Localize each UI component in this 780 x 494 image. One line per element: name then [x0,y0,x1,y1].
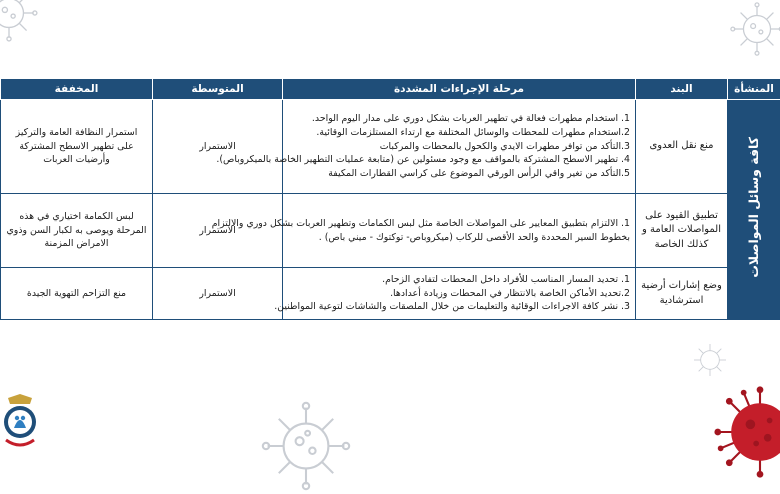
header-sector: المنشأة [728,79,780,100]
action-line: 3. نشر كافة الاجراءات الوقائية والتعليمات من خلال الملصقات والشاشات لتوعية المواطنين. [288,300,630,314]
strict-cell [283,268,636,320]
header-medium: المتوسطة [153,79,283,100]
sector-cell [728,100,780,320]
action-line: 5.التأكد من تغير واقي الرأس الورقي الموضوع على كراسي القطارات المكيفة [288,167,630,181]
relaxed-cell: استمرار النظافة العامة والتركيز على تطهير الاسطح المشتركة وأرضيات العربات [1,100,153,194]
action-line: 3.التأكد من توافر مطهرات الايدي والكحول بالمحطات والمركبات [288,140,630,154]
medium-cell: الاستمرار [153,100,283,194]
medium-cell: الاستمرار [153,194,283,268]
item-cell: منع نقل العدوى [636,100,728,194]
table-header-row [1,79,780,100]
virus-icon [690,340,730,380]
header-item: البند [636,79,728,100]
medium-cell: الاستمرار [153,268,283,320]
strict-cell [283,194,636,268]
header-relaxed: المخففة [1,79,153,100]
action-line: 4. تطهير الاسطح المشتركة بالمواقف مع وجود مسئولين عن (متابعة عمليات التطهير الخاصة بالميكروباص). [288,153,630,167]
item-cell: تطبيق القيود على المواصلات العامة و كذلك الخاصة [636,194,728,268]
action-line: 2.استخدام مطهرات للمحطات والوسائل المختلفة مع ارتداء المستلزمات الوقائية. [288,126,630,140]
item-cell: وضع إشارات أرضية استرشادية [636,268,728,320]
relaxed-cell: لبس الكمامة اختياري في هذه المرحلة ويوصى به لكبار السن وذوي الامراض المزمنة [1,194,153,268]
action-line: 1. استخدام مطهرات فعالة في تطهير العربات بشكل دوري على مدار اليوم الواحد. [288,112,630,126]
action-line: 2.تحديد الأماكن الخاصة بالانتظار في المحطات وزيادة أعدادها. [288,287,630,301]
table-row [1,268,780,320]
virus-icon [258,398,354,494]
table-row [1,194,780,268]
virus-icon [728,0,780,58]
ministry-logo-icon [0,392,40,454]
action-line: 1. تحديد المسار المناسب للأفراد داخل المحطات لتفادي الزحام. [288,273,630,287]
sector-label: كافة وسائل المواصلات [745,137,763,278]
virus-icon [0,0,40,44]
measures-table [0,78,780,320]
header-strict: مرحلة الإجراءات المشددة [283,79,636,100]
strict-cell [283,100,636,194]
table-row [1,100,780,194]
virus-icon [712,384,780,480]
action-line: 1. الالتزام بتطبيق المعايير على المواصلات الخاصة مثل لبس الكمامات وتطهير العربات بشكل دوري والالتزام [288,217,630,231]
action-line: بخطوط السير المحددة والحد الأقصى للركاب (ميكروباص- توكتوك - ميني باص) . [288,231,630,245]
relaxed-cell: منع التزاحم التهوية الجيدة [1,268,153,320]
